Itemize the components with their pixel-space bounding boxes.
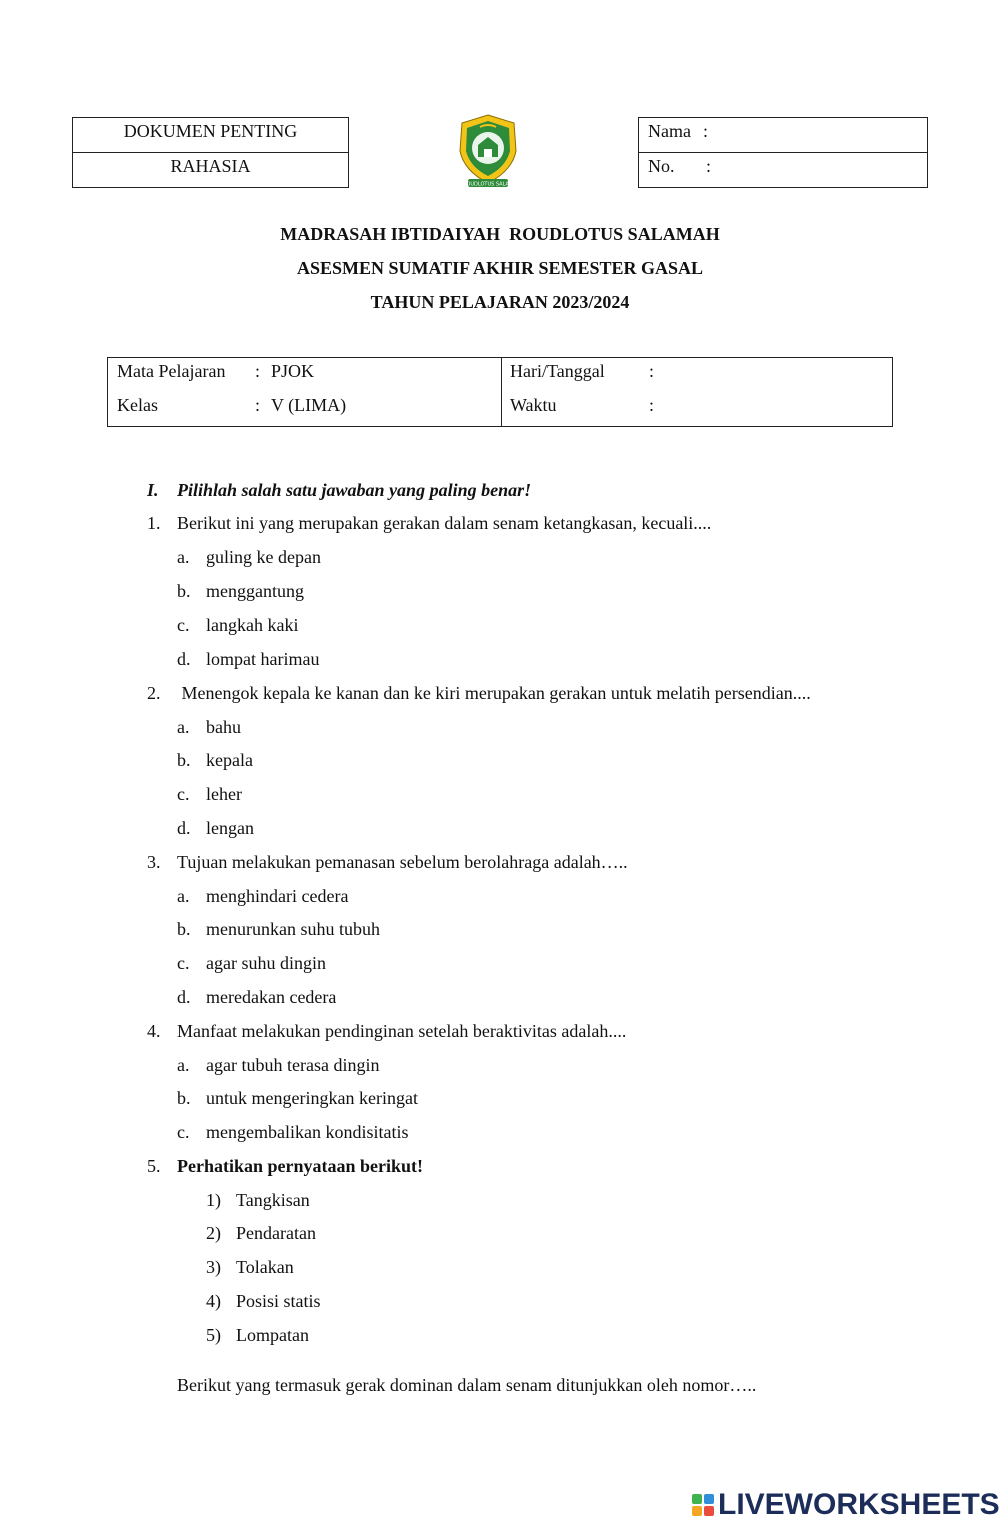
option-text: untuk mengeringkan keringat bbox=[206, 1088, 418, 1108]
statement-number: 3) bbox=[206, 1257, 221, 1277]
option-text: lengan bbox=[206, 818, 254, 838]
classification-line-1: DOKUMEN PENTING bbox=[123, 121, 298, 141]
classification-line-2: RAHASIA bbox=[170, 156, 251, 176]
option-letter: b. bbox=[177, 1088, 191, 1108]
class-value: V (LIMA) bbox=[271, 395, 347, 415]
option-letter: c. bbox=[177, 615, 190, 635]
question-followup: Berikut yang termasuk gerak dominan dalam senam ditunjukkan oleh nomor….. bbox=[177, 1375, 757, 1395]
statement-text: Tangkisan bbox=[236, 1190, 310, 1210]
option-letter: d. bbox=[177, 987, 191, 1007]
question-number: 1. bbox=[147, 513, 161, 533]
exam-title: ASESMEN SUMATIF AKHIR SEMESTER GASAL bbox=[296, 258, 704, 278]
class-label: Kelas bbox=[117, 395, 158, 415]
option-text: bahu bbox=[206, 717, 241, 737]
statement-number: 1) bbox=[206, 1190, 221, 1210]
question-text: Tujuan melakukan pemanasan sebelum berolahraga adalah….. bbox=[177, 852, 628, 872]
option-letter: a. bbox=[177, 547, 190, 567]
question-number: 2. bbox=[147, 683, 161, 703]
divider bbox=[639, 152, 927, 153]
question-number: 4. bbox=[147, 1021, 161, 1041]
liveworksheets-logo-icon bbox=[692, 1494, 714, 1516]
option-text: mengembalikan kondisitatis bbox=[206, 1122, 409, 1142]
statement-text: Pendaratan bbox=[236, 1223, 316, 1243]
statement-text: Posisi statis bbox=[236, 1291, 321, 1311]
subject-label: Mata Pelajaran bbox=[117, 361, 226, 381]
option-text: agar suhu dingin bbox=[206, 953, 326, 973]
number-separator: : bbox=[706, 156, 712, 176]
exam-info-table bbox=[107, 357, 893, 427]
crest-caption: MI ROUDLOTUS SALAMAH bbox=[455, 181, 521, 188]
option-letter: c. bbox=[177, 784, 190, 804]
option-text: meredakan cedera bbox=[206, 987, 337, 1007]
option-letter: b. bbox=[177, 919, 191, 939]
option-text: agar tubuh terasa dingin bbox=[206, 1055, 380, 1075]
option-letter: a. bbox=[177, 717, 190, 737]
student-identity-box bbox=[638, 117, 928, 188]
academic-year-title: TAHUN PELAJARAN 2023/2024 bbox=[370, 292, 630, 312]
name-label: Nama bbox=[648, 121, 691, 141]
question-number: 3. bbox=[147, 852, 161, 872]
option-text: menghindari cedera bbox=[206, 886, 349, 906]
subject-value: PJOK bbox=[271, 361, 315, 381]
question-text: Menengok kepala ke kanan dan ke kiri merupakan gerakan untuk melatih persendian.... bbox=[177, 683, 811, 703]
divider bbox=[73, 152, 348, 153]
option-letter: d. bbox=[177, 649, 191, 669]
section-instruction: Pilihlah salah satu jawaban yang paling benar! bbox=[177, 480, 532, 500]
question-text: Manfaat melakukan pendinginan setelah beraktivitas adalah.... bbox=[177, 1021, 627, 1041]
option-letter: c. bbox=[177, 953, 190, 973]
date-separator: : bbox=[649, 361, 655, 381]
option-text: leher bbox=[206, 784, 242, 804]
time-separator: : bbox=[649, 395, 655, 415]
subject-separator: : bbox=[255, 361, 261, 381]
section-number: I. bbox=[147, 480, 159, 500]
school-title: MADRASAH IBTIDAIYAH ROUDLOTUS SALAMAH bbox=[280, 224, 720, 244]
question-text: Perhatikan pernyataan berikut! bbox=[177, 1156, 424, 1176]
option-text: kepala bbox=[206, 750, 253, 770]
number-label: No. bbox=[648, 156, 675, 176]
statement-text: Lompatan bbox=[236, 1325, 309, 1345]
question-number: 5. bbox=[147, 1156, 161, 1176]
document-classification-box bbox=[72, 117, 349, 188]
school-crest-icon bbox=[454, 113, 522, 191]
class-separator: : bbox=[255, 395, 261, 415]
statement-number: 2) bbox=[206, 1223, 221, 1243]
option-letter: b. bbox=[177, 750, 191, 770]
option-letter: d. bbox=[177, 818, 191, 838]
option-text: menurunkan suhu tubuh bbox=[206, 919, 380, 939]
time-label: Waktu bbox=[510, 395, 557, 415]
option-text: langkah kaki bbox=[206, 615, 299, 635]
option-letter: a. bbox=[177, 886, 190, 906]
statement-number: 5) bbox=[206, 1325, 221, 1345]
option-letter: b. bbox=[177, 581, 191, 601]
statement-text: Tolakan bbox=[236, 1257, 294, 1277]
date-label: Hari/Tanggal bbox=[510, 361, 605, 381]
column-divider bbox=[501, 358, 502, 426]
option-text: menggantung bbox=[206, 581, 304, 601]
liveworksheets-wordmark: LIVEWORKSHEETS bbox=[718, 1488, 1000, 1521]
question-text: Berikut ini yang merupakan gerakan dalam senam ketangkasan, kecuali.... bbox=[177, 513, 712, 533]
statement-number: 4) bbox=[206, 1291, 221, 1311]
option-letter: c. bbox=[177, 1122, 190, 1142]
option-letter: a. bbox=[177, 1055, 190, 1075]
option-text: guling ke depan bbox=[206, 547, 321, 567]
name-separator: : bbox=[703, 121, 709, 141]
option-text: lompat harimau bbox=[206, 649, 320, 669]
